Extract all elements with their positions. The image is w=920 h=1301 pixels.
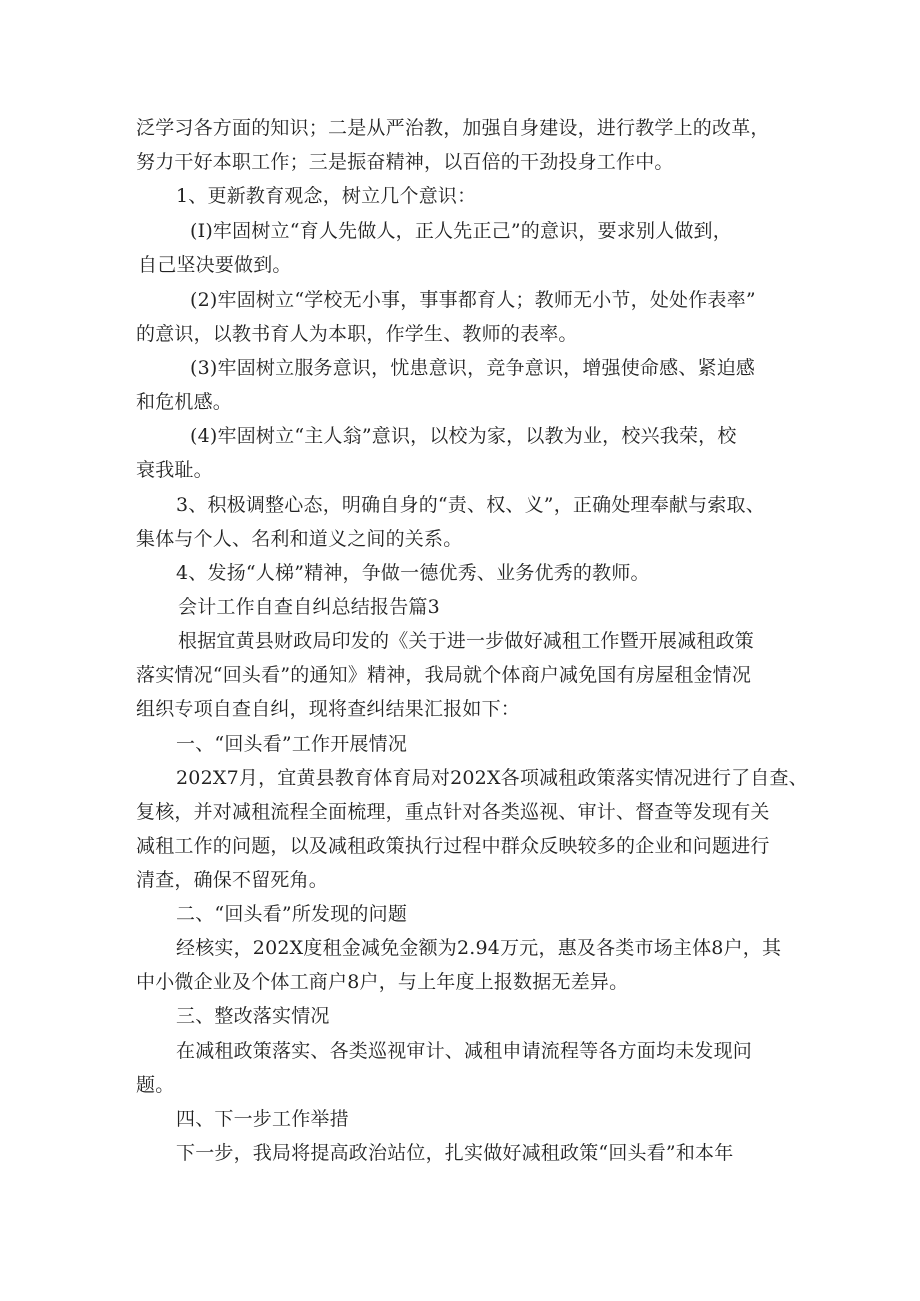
text-line: 集体与个人、名利和道义之间的关系。	[136, 528, 463, 550]
section-heading: 一、“回头看”工作开展情况	[176, 733, 408, 755]
text-line: 和危机感。	[136, 391, 233, 413]
text-line: (I)牢固树立“育人先做人，正人先正己”的意识，要求别人做到，	[190, 220, 732, 242]
section-heading: 二、“回头看”所发现的问题	[176, 903, 408, 925]
text-line: 的意识，以教书育人为本职，作学生、教师的表率。	[136, 323, 578, 345]
section-heading: 会计工作自查自纠总结报告篇3	[178, 596, 440, 618]
text-line: 题。	[136, 1074, 175, 1096]
text-line: 3、积极调整心态，明确自身的“责、权、义”，正确处理奉献与索取、	[176, 494, 765, 516]
text-line: (3)牢固树立服务意识，忧患意识，竞争意识，增强使命感、紧迫感	[190, 357, 756, 379]
section-heading: 四、下一步工作举措	[176, 1108, 349, 1130]
text-line: 清查，确保不留死角。	[136, 869, 329, 891]
text-line: 努力干好本职工作；三是振奋精神，以百倍的干劲投身工作中。	[136, 151, 674, 173]
text-line: (4)牢固树立“主人翁”意识，以校为家，以教为业，校兴我荣，校	[190, 425, 737, 447]
text-line: 减租工作的问题，以及减租政策执行过程中群众反映较多的企业和问题进行	[136, 835, 770, 857]
text-line: 复核，并对减租流程全面梳理，重点针对各类巡视、审计、督查等发现有关	[136, 801, 770, 823]
text-line: 4、发扬“人梯”精神，争做一德优秀、业务优秀的教师。	[176, 562, 650, 584]
text-line: 202X7月，宜黄县教育体育局对202X各项减租政策落实情况进行了自查、	[176, 767, 808, 789]
text-line: 在减租政策落实、各类巡视审计、减租申请流程等各方面均未发现问	[176, 1040, 753, 1062]
text-line: 衰我耻。	[136, 459, 213, 481]
text-line: 根据宜黄县财政局印发的《关于进一步做好减租工作暨开展减租政策	[178, 630, 755, 652]
text-line: 下一步，我局将提高政治站位，扎实做好减租政策“回头看”和本年	[176, 1142, 734, 1164]
text-line: 自己坚决要做到。	[138, 254, 292, 276]
text-line: 1、更新教育观念，树立几个意识：	[176, 185, 477, 207]
text-line: 泛学习各方面的知识；二是从严治教，加强自身建设，进行教学上的改革，	[136, 117, 770, 139]
text-line: 经核实，202X度租金减免金额为2.94万元，惠及各类市场主体8户，其	[176, 937, 782, 959]
text-line: 落实情况“回头看”的通知》精神，我局就个体商户减免国有房屋租金情况	[136, 664, 752, 686]
text-line: (2)牢固树立“学校无小事，事事都育人；教师无小节，处处作表率”	[190, 289, 756, 311]
section-heading: 三、整改落实情况	[176, 1005, 330, 1027]
text-line: 中小微企业及个体工商户8户，与上年度上报数据无差异。	[136, 971, 629, 993]
text-line: 组织专项自查自纠，现将查纠结果汇报如下：	[136, 698, 521, 720]
